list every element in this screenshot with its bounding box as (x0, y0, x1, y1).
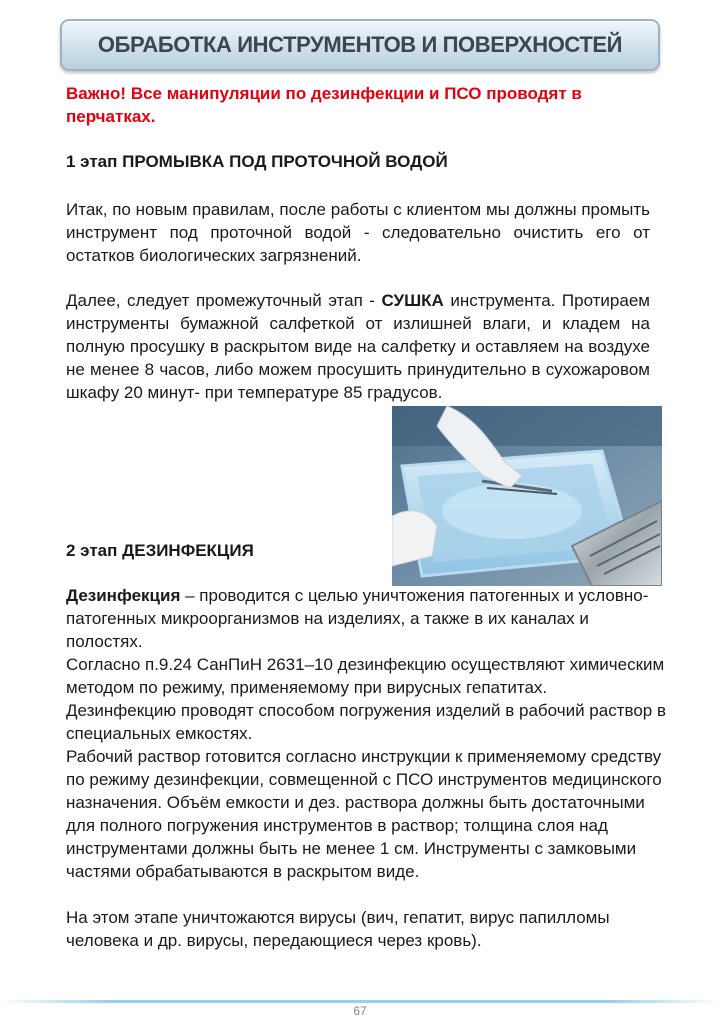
stage1-heading: 1 этап ПРОМЫВКА ПОД ПРОТОЧНОЙ ВОДОЙ (66, 152, 448, 171)
viruses-paragraph: На этом этапе уничтожаются вирусы (вич, гепатит, вирус папилломы человека и др. вирусы, передающиеся через кровь). (66, 908, 610, 950)
page-number: 67 (353, 1004, 367, 1018)
solution-paragraph: Рабочий раствор готовится согласно инструкции к применяемому средству по режиму дезинфекции, совмещенной с ПСО инструментов медицинского назначения. Объём емкости и дез. раствора должны быть достаточными для полного погружения инструментов в раствор; толщина слоя над инструментами должны быть не менее 1 см. Инструменты с замковыми частями обрабатываются в раскрытом виде. (66, 747, 662, 881)
stage2-body (66, 584, 666, 952)
definition-paragraph (66, 584, 666, 653)
sanpin-paragraph: Согласно п.9.24 СанПиН 2631–10 дезинфекцию осуществляют химическим методом по режиму, применяемому при вирусных гепатитах. (66, 655, 665, 697)
page-title: ОБРАБОТКА ИНСТРУМЕНТОВ И ПОВЕРХНОСТЕЙ (97, 32, 623, 57)
paragraph-text: инструмента. Протираем инструменты бумажной салфеткой от излишней влаги, и кладем на полную просушку в раскрытом виде на салфетку и оставляем на воздухе не менее 8 часов, либо можем просушить принудительно в сухожаровом шкафу 20 минут- при температуре 85 градусов. (66, 291, 650, 402)
stage1-paragraph-2 (66, 289, 650, 404)
stage1-paragraph-1: Итак, по новым правилам, после работы с клиентом мы должны промыть инструмент под проточной водой - следовательно очистить его от остатков биологических загрязнений. (66, 200, 650, 265)
drying-term: СУШКА (381, 291, 444, 310)
definition-text: – проводится с целью уничтожения патогенных и условно-патогенных микроорганизмов на изделиях, а также в их каналах и полостях. (66, 586, 649, 651)
paragraph-text: Далее, следует промежуточный этап - (66, 291, 382, 310)
definition-term: Дезинфекция (66, 586, 181, 605)
stage2-heading: 2 этап ДЕЗИНФЕКЦИЯ (66, 541, 254, 560)
footer-divider (0, 1000, 720, 1003)
title-banner (60, 19, 660, 71)
instrument-disinfection-photo (392, 406, 662, 586)
immersion-paragraph: Дезинфекцию проводят способом погружения изделий в рабочий раствор в специальных емкостях. (66, 701, 667, 743)
warning-text: Важно! Все манипуляции по дезинфекции и ПСО проводят в перчатках. (66, 84, 582, 126)
spacer (66, 883, 666, 906)
